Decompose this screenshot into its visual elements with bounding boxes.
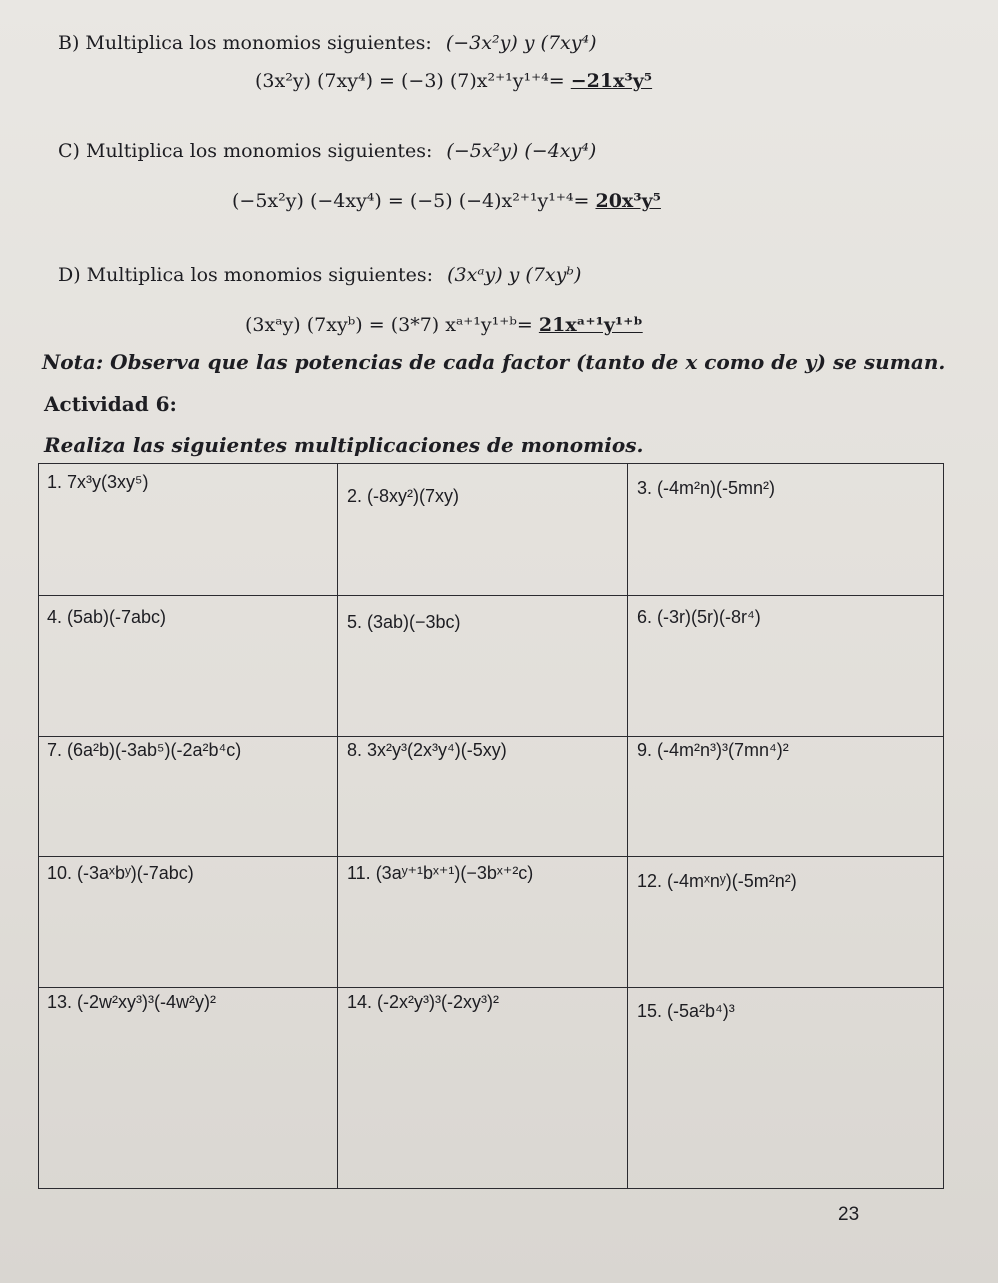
exercise-cell[interactable]: 4. (5ab)(-7abc) [47,607,167,627]
section-d-given: (3xᵃy) y (7xyᵇ) [447,264,582,286]
section-b-given: (−3x²y) y (7xy⁴) [445,32,597,54]
section-d-result: 21xᵃ⁺¹y¹⁺ᵇ [538,314,643,336]
exercise-cell[interactable]: 5. (3ab)(−3bc) [347,612,461,632]
exercise-cell[interactable]: 11. (3aʸ⁺¹bˣ⁺¹)(−3bˣ⁺²c) [347,863,534,883]
grid-divider [39,595,943,596]
exercise-cell[interactable]: 10. (-3aˣbʸ)(-7abc) [47,863,194,883]
section-c-result: 20x³y⁵ [595,190,661,212]
activity-title: Actividad 6: [44,392,177,416]
exercise-cell[interactable]: 7. (6a²b)(-3ab⁵)(-2a²b⁴c) [47,740,242,760]
exercise-cell[interactable]: 14. (-2x²y³)³(-2xy³)² [347,992,499,1012]
note-text: Nota: Observa que las potencias de cada factor (tanto de x como de y) se suman. [42,350,946,374]
exercise-cell[interactable]: 8. 3x²y³(2x³y⁴)(-5xy) [347,740,507,760]
section-b-result: −21x³y⁵ [570,70,653,92]
grid-divider [337,464,338,1188]
exercise-cell[interactable]: 2. (-8xy²)(7xy) [347,486,459,506]
section-b-prompt: B) Multiplica los monomios siguientes: (−3x²y) y (7xy⁴) [58,32,597,54]
exercise-cell[interactable]: 1. 7x³y(3xy⁵) [47,472,149,492]
grid-divider [39,856,943,857]
section-c-equation: (−5x²y) (−4xy⁴) = (−5) (−4)x²⁺¹y¹⁺⁴= 20x³y⁵ [232,190,661,212]
section-d-equation: (3xᵃy) (7xyᵇ) = (3*7) xᵃ⁺¹y¹⁺ᵇ= 21xᵃ⁺¹y¹⁺ᵇ [245,314,643,336]
activity-intro: Realiza las siguientes multiplicaciones de monomios. [44,433,644,457]
section-b-equation: (3x²y) (7xy⁴) = (−3) (7)x²⁺¹y¹⁺⁴= −21x³y⁵ [255,70,653,92]
exercise-cell[interactable]: 9. (-4m²n³)³(7mn⁴)² [637,740,789,760]
exercise-cell[interactable]: 12. (-4mˣnʸ)(-5m²n²) [637,871,797,891]
grid-divider [627,464,628,1188]
grid-divider [39,987,943,988]
exercise-cell[interactable]: 13. (-2w²xy³)³(-4w²y)² [47,992,216,1012]
section-c-prompt: C) Multiplica los monomios siguientes: (−5x²y) (−4xy⁴) [58,140,597,162]
section-d-prompt: D) Multiplica los monomios siguientes: (3xᵃy) y (7xyᵇ) [58,264,582,286]
section-c-given: (−5x²y) (−4xy⁴) [446,140,597,162]
page-number: 23 [838,1204,860,1225]
exercise-grid [38,463,944,1189]
exercise-cell[interactable]: 3. (-4m²n)(-5mn²) [637,478,775,498]
exercise-cell[interactable]: 6. (-3r)(5r)(-8r⁴) [637,607,761,627]
exercise-cell[interactable]: 15. (-5a²b⁴)³ [637,1001,735,1021]
grid-divider [39,736,943,737]
